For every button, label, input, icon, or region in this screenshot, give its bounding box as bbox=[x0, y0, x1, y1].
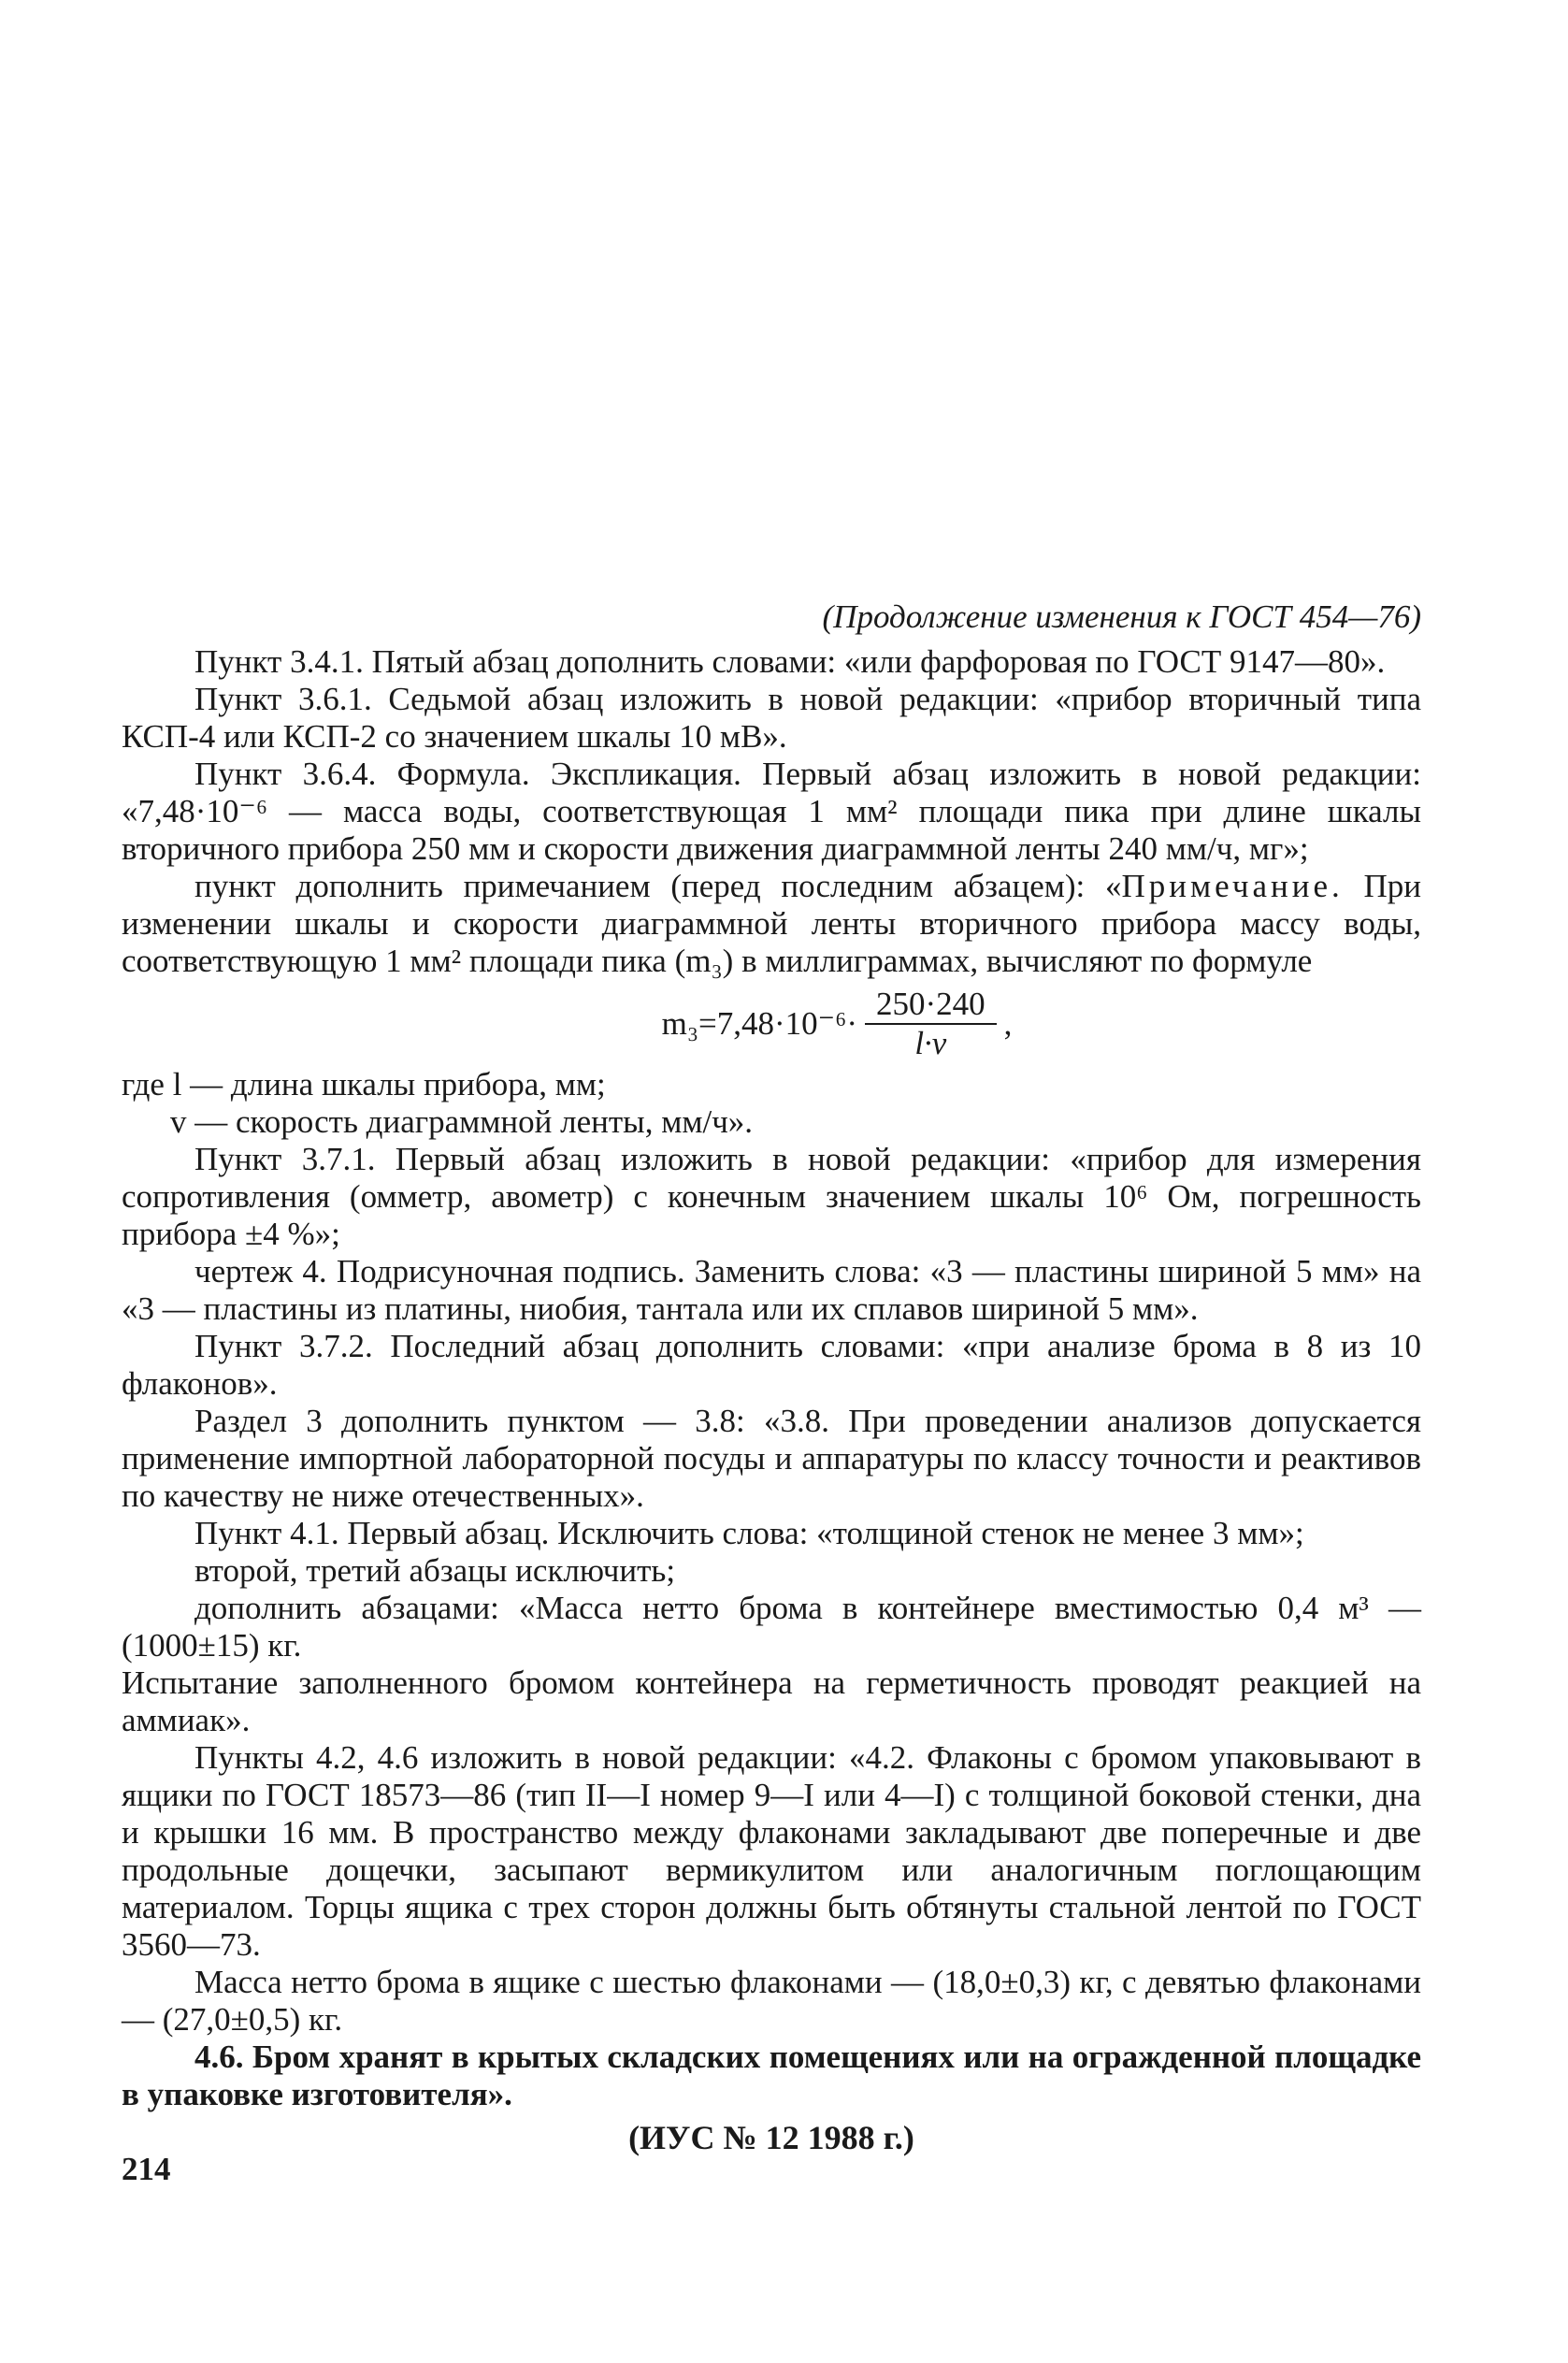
document-body bbox=[122, 598, 1421, 2156]
paragraph-4-1-test: Испытание заполненного бромом контейнера на герметичность проводят реакцией на аммиак». bbox=[122, 1664, 1421, 1738]
note-label: Примечание. bbox=[1121, 868, 1344, 904]
paragraph-section-3: Раздел 3 дополнить пунктом — 3.8: «3.8. При проведении анализов допускается применение импортной лабораторной посуды и аппаратуры по классу точности и реактивов по качеству не ниже отечественных». bbox=[122, 1403, 1421, 1514]
paragraph-3-4-1: Пункт 3.4.1. Пятый абзац дополнить словами: «или фарфоровая по ГОСТ 9147—80». bbox=[194, 643, 1386, 680]
continuation-header: (Продолжение изменения к ГОСТ 454—76) bbox=[822, 598, 1421, 635]
paragraph-4-2-mass: Масса нетто брома в ящике с шестью флаконами — (18,0±0,3) кг, с девятью флаконами — (27,0±0,5) кг. bbox=[122, 1964, 1421, 2038]
formula-fraction bbox=[865, 986, 997, 1062]
formula bbox=[252, 986, 1421, 1062]
paragraph-3-6-4: Пункт 3.6.4. Формула. Экспликация. Первый абзац изложить в новой редакции: «7,48·10⁻⁶ — масса воды, соответствующая 1 мм² площади пика при длине шкалы вторичного прибора 250 мм и скорости движения диаграммной ленты 240 мм/ч, мг»; bbox=[122, 756, 1421, 867]
source-reference: (ИУС № 12 1988 г.) bbox=[628, 2119, 914, 2156]
paragraph-3-7-1: Пункт 3.7.1. Первый абзац изложить в новой редакции: «прибор для измерения сопротивления (омметр, авометр) с конечным значением шкалы 10⁶ Ом, погрешность прибора ±4 %»; bbox=[122, 1141, 1421, 1252]
paragraph-3-6-1: Пункт 3.6.1. Седьмой абзац изложить в новой редакции: «прибор вторичный типа КСП-4 или КСП-2 со значением шкалы 10 мВ». bbox=[122, 681, 1421, 755]
paragraph-4-6: 4.6. Бром хранят в крытых складских помещениях или на огражденной площадке в упаковке изготовителя». bbox=[122, 2039, 1421, 2112]
paragraph-note-intro bbox=[122, 868, 1421, 980]
formula-lhs: m₃=7,48·10⁻⁶· bbox=[661, 1005, 857, 1042]
where-line-length: где l — длина шкалы прибора, мм; bbox=[122, 1066, 606, 1102]
paragraph-4-1: Пункт 4.1. Первый абзац. Исключить слова: «толщиной стенок не менее 3 мм»; bbox=[194, 1515, 1304, 1551]
formula-tail: , bbox=[1003, 1005, 1013, 1042]
paragraph-3-7-2: Пункт 3.7.2. Последний абзац дополнить словами: «при анализе брома в 8 из 10 флаконов». bbox=[122, 1328, 1421, 1402]
page-number: 214 bbox=[122, 2151, 171, 2187]
paragraph-4-1-second: второй, третий абзацы исключить; bbox=[194, 1552, 676, 1589]
where-line-speed: v — скорость диаграммной ленты, мм/ч». bbox=[170, 1103, 754, 1140]
paragraph-4-2: Пункты 4.2, 4.6 изложить в новой редакции: «4.2. Флаконы с бромом упаковывают в ящики по ГОСТ 18573—86 (тип II—I номер 9—I или 4—I) с толщиной боковой стенки, дна и крышки 16 мм. В пространство между флаконами закладывают две поперечные и две продольные дощечки, засыпают вермикулитом или аналогичным поглощающим материалом. Торцы ящика с трех сторон должны быть обтянуты стальной лентой по ГОСТ 3560—73. bbox=[122, 1739, 1421, 1963]
formula-numerator: 250·240 bbox=[865, 986, 997, 1025]
paragraph-4-1-add: дополнить абзацами: «Масса нетто брома в контейнере вместимостью 0,4 м³ — (1000±15) кг. bbox=[122, 1590, 1421, 1664]
paragraph-drawing-4: чертеж 4. Подрисуночная подпись. Заменить слова: «3 — пластины шириной 5 мм» на «3 — пластины из платины, ниобия, тантала или их сплавов шириной 5 мм». bbox=[122, 1253, 1421, 1327]
note-intro-text: пункт дополнить примечанием (перед последним абзацем): « bbox=[194, 868, 1122, 904]
formula-denominator: l·v bbox=[914, 1025, 947, 1061]
formula-explanation bbox=[122, 1066, 1421, 1141]
note-body: При изменении шкалы и скорости диаграммной ленты вторичного прибора массу воды, соответствующую 1 мм² площади пика (m₃) в миллиграммах, вычисляют по формуле bbox=[122, 868, 1421, 979]
